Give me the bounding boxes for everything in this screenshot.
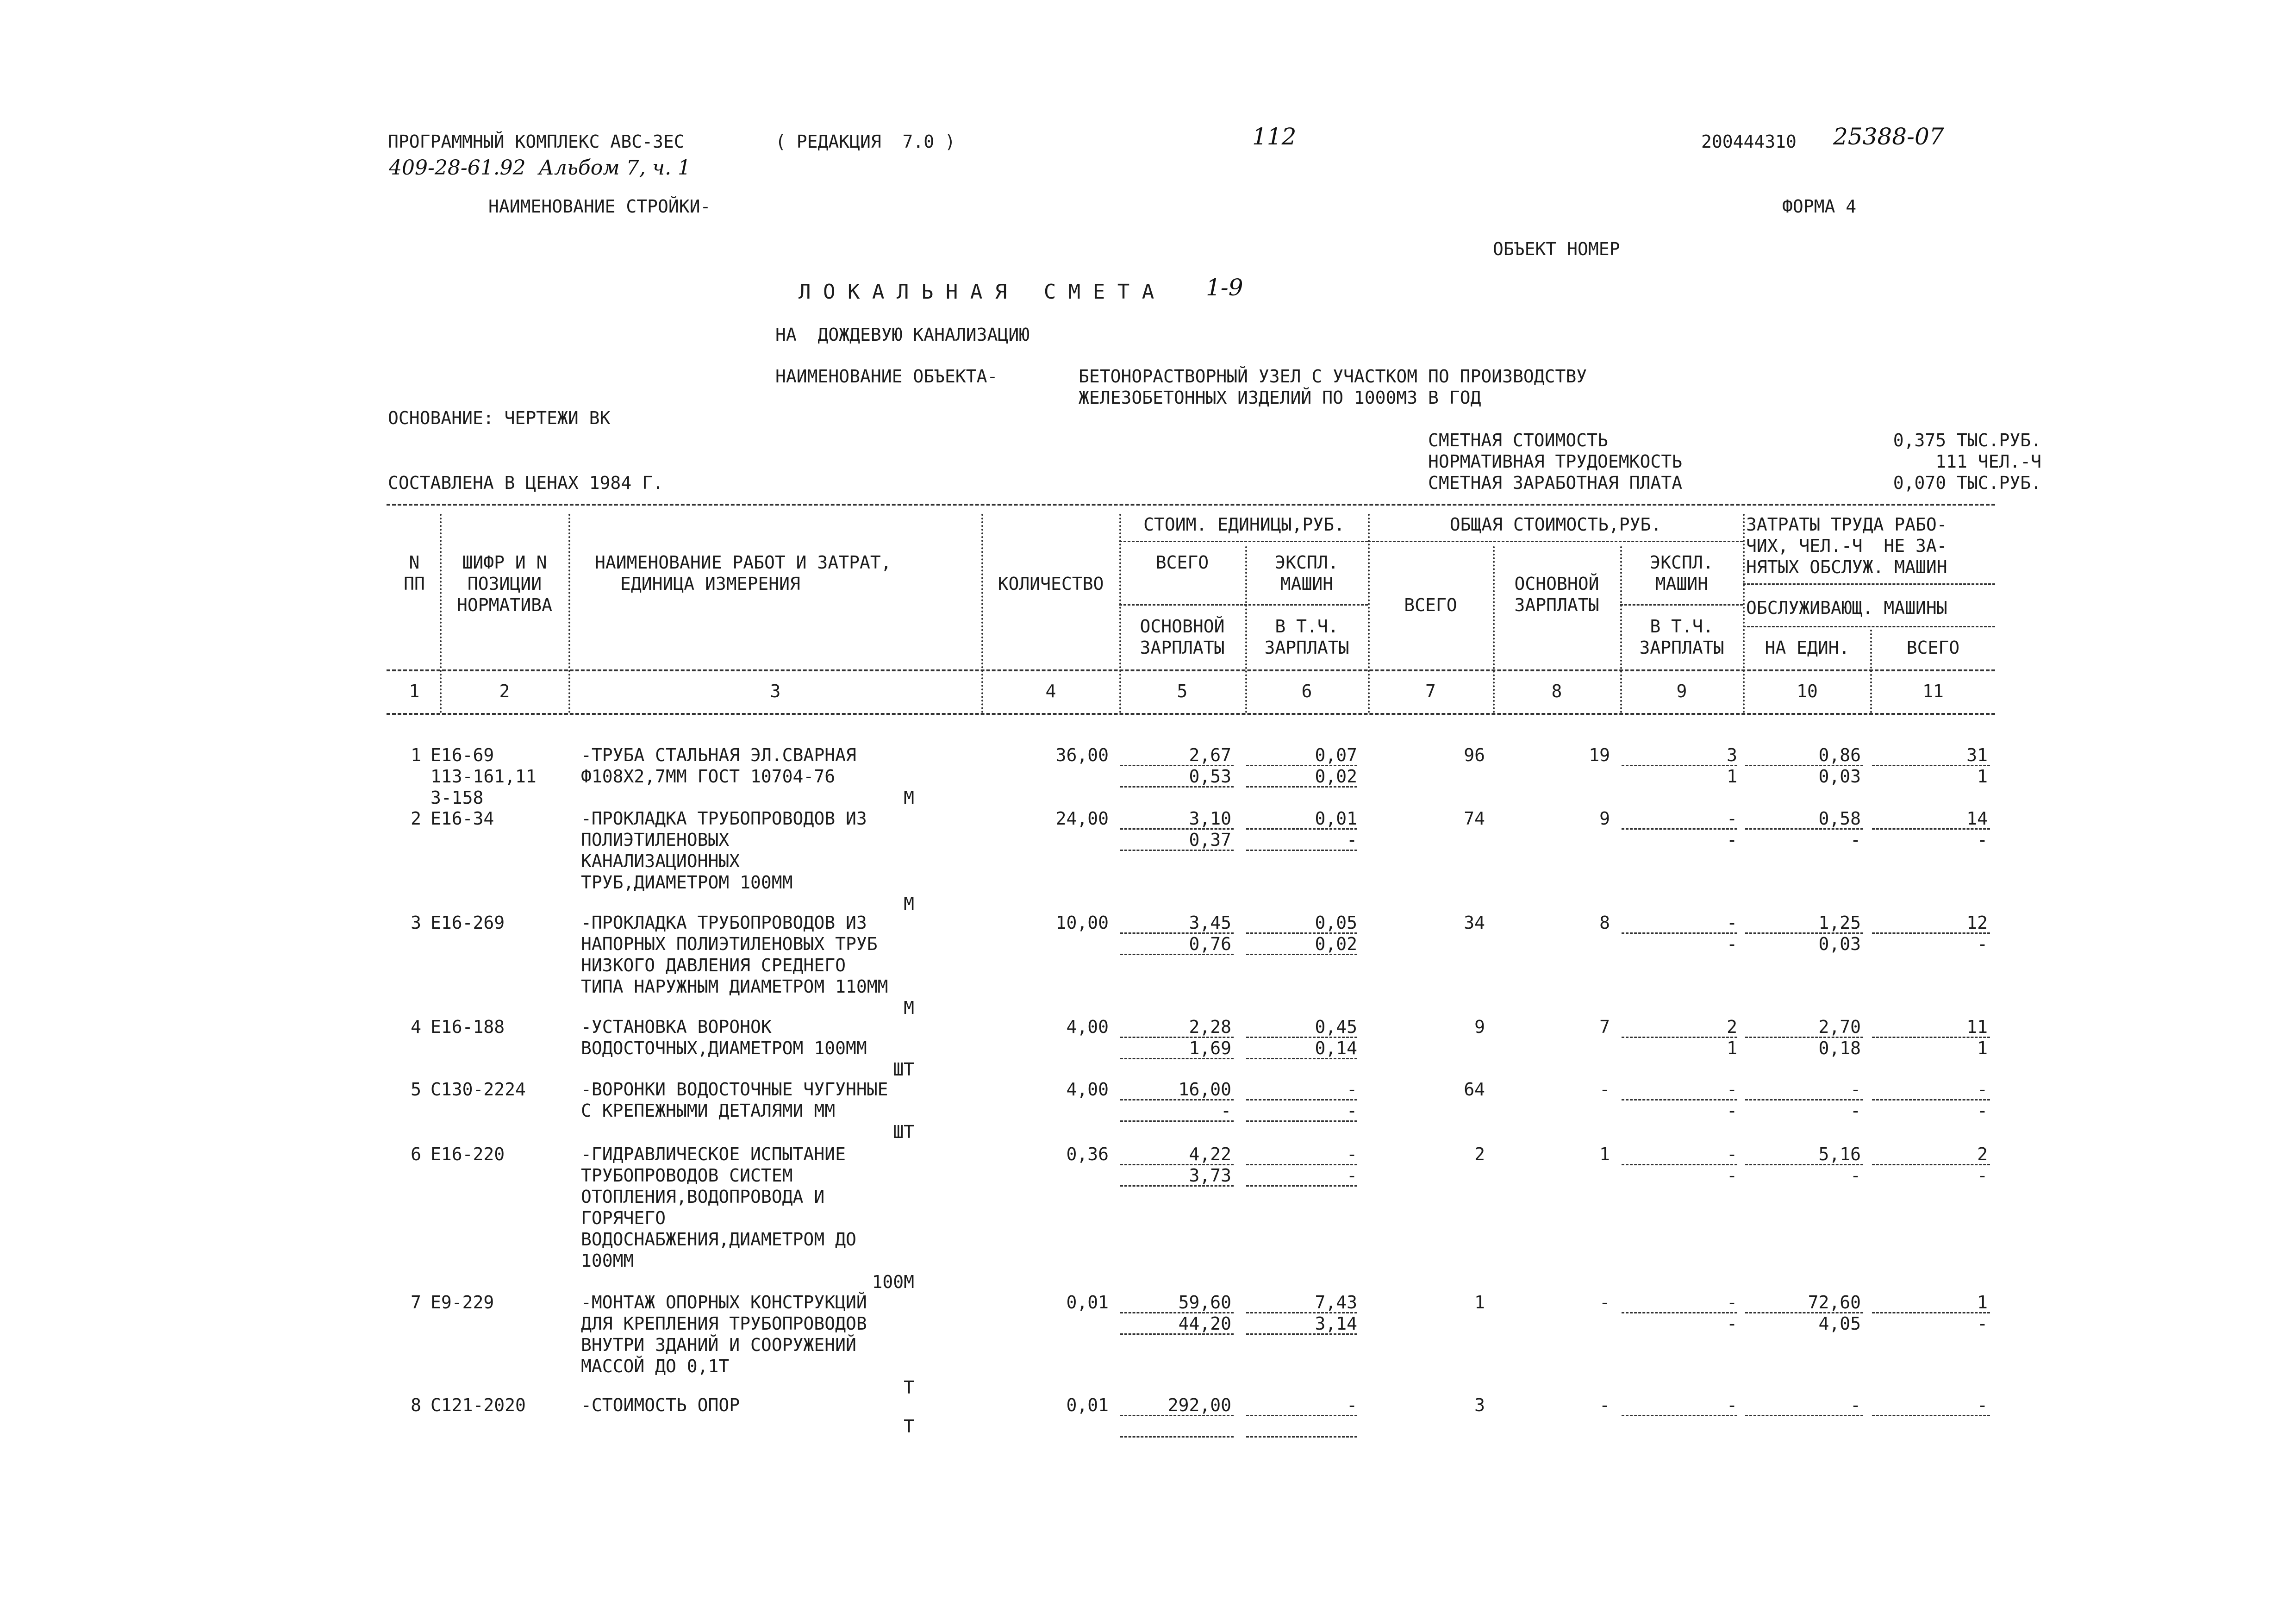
total-machine-wages: 1	[1727, 766, 1737, 787]
unit-cost-machines: 0,01	[1315, 808, 1357, 829]
unit-cost-wages: -	[1221, 1100, 1231, 1121]
cost-label: СМЕТНАЯ СТОИМОСТЬ	[1428, 430, 1608, 450]
col1-header-b: ПП	[404, 574, 425, 594]
total-machine-wages: -	[1727, 1100, 1737, 1121]
col9-header-bot-b: ЗАРПЛАТЫ	[1639, 638, 1724, 658]
subtitle: НА ДОЖДЕВУЮ КАНАЛИЗАЦИЮ	[775, 325, 1030, 345]
col-number: 4	[1045, 681, 1056, 701]
table-top-rule	[387, 504, 1995, 506]
row-code: 3-158	[430, 788, 484, 808]
labor-value: 111 ЧЕЛ.-Ч	[1935, 451, 2041, 472]
row-name: -ТРУБА СТАЛЬНАЯ ЭЛ.СВАРНАЯ	[581, 745, 856, 765]
unit-cost-total: 2,67	[1189, 745, 1231, 765]
row-quantity: 4,00	[1066, 1079, 1109, 1100]
col-sep	[981, 514, 983, 713]
col7-header: ВСЕГО	[1404, 595, 1457, 615]
row-code: 113-161,11	[430, 766, 537, 787]
col9-header-top-a: ЭКСПЛ.	[1650, 552, 1714, 573]
row-name: ГОРЯЧЕГО	[581, 1208, 666, 1228]
labor-total: 14	[1966, 808, 1988, 829]
row-name: 100ММ	[581, 1250, 634, 1271]
unit-cost-total: 3,10	[1189, 808, 1231, 829]
unit-cost-total: 4,22	[1189, 1144, 1231, 1164]
row-name: -ГИДРАВЛИЧЕСКОЕ ИСПЫТАНИЕ	[581, 1144, 846, 1164]
unit-cost-wages: 0,53	[1189, 766, 1231, 787]
col8-header-a: ОСНОВНОЙ	[1514, 574, 1599, 594]
row-name: ТРУБОПРОВОДОВ СИСТЕМ	[581, 1165, 793, 1186]
price-level: СОСТАВЛЕНА В ЦЕНАХ 1984 Г.	[388, 473, 663, 493]
col2-header-c: НОРМАТИВА	[457, 595, 552, 615]
row-number: 1	[411, 745, 421, 765]
row-name: КАНАЛИЗАЦИОННЫХ	[581, 851, 740, 871]
col-sep	[1743, 514, 1745, 713]
labor-mach-header: ОБСЛУЖИВАЮЩ. МАШИНЫ	[1746, 598, 1947, 618]
total-machines: -	[1727, 1079, 1737, 1100]
total-cost: 96	[1464, 745, 1485, 765]
cell-separator	[1246, 1333, 1357, 1335]
cell-separator	[1246, 1058, 1357, 1059]
labor-total: 31	[1966, 745, 1988, 765]
row-name: -ВОРОНКИ ВОДОСТОЧНЫЕ ЧУГУННЫЕ	[581, 1079, 888, 1100]
row-quantity: 4,00	[1066, 1017, 1109, 1037]
cell-separator	[1246, 954, 1357, 955]
unit-cost-wages: 1,69	[1189, 1038, 1231, 1058]
col-number: 5	[1177, 681, 1188, 701]
cell-separator	[1120, 1120, 1234, 1122]
row-number: 7	[411, 1292, 421, 1313]
row-name: ВНУТРИ ЗДАНИЙ И СООРУЖЕНИЙ	[581, 1335, 856, 1355]
labor-machine-per-unit: -	[1850, 1165, 1861, 1186]
total-machine-wages: -	[1727, 830, 1737, 850]
total-cost: 1	[1474, 1292, 1485, 1313]
total-machine-wages: -	[1727, 934, 1737, 954]
total-machines: -	[1727, 808, 1737, 829]
labor-machine-total: -	[1977, 934, 1988, 954]
header-rule	[387, 669, 1995, 671]
unit-cost-machine-wages: 0,02	[1315, 766, 1357, 787]
unit-cost-machine-wages: 0,14	[1315, 1038, 1357, 1058]
unit-cost-total: 3,45	[1189, 913, 1231, 933]
unit-cost-machines: -	[1347, 1144, 1357, 1164]
col1-header-a: N	[409, 552, 420, 573]
row-unit: М	[904, 998, 914, 1018]
cell-separator	[1120, 786, 1234, 788]
labor-machine-per-unit: 4,05	[1818, 1313, 1861, 1334]
cost-value: 0,375 ТЫС.РУБ.	[1893, 430, 2041, 450]
total-cost: 9	[1474, 1017, 1485, 1037]
labor-header-c: НЯТЫХ ОБСЛУЖ. МАШИН	[1746, 557, 1947, 577]
row-quantity: 10,00	[1055, 913, 1109, 933]
total-machine-wages: 1	[1727, 1038, 1737, 1058]
col-number: 10	[1797, 681, 1818, 701]
labor-per-unit: 5,16	[1818, 1144, 1861, 1164]
cell-separator	[1622, 1415, 1737, 1416]
unit-cost-machine-wages: 3,14	[1315, 1313, 1357, 1334]
col5-header-bot-b: ЗАРПЛАТЫ	[1140, 638, 1225, 658]
total-cost-header: ОБЩАЯ СТОИМОСТЬ,РУБ.	[1449, 514, 1662, 535]
row-number: 8	[411, 1395, 421, 1415]
row-unit: Т	[904, 1416, 914, 1437]
row-quantity: 0,01	[1066, 1292, 1109, 1313]
program-name: ПРОГРАММНЫЙ КОМПЛЕКС АВС-ЗЕС	[388, 131, 685, 152]
labor-machine-total: -	[1977, 1100, 1988, 1121]
basis: ОСНОВАНИЕ: ЧЕРТЕЖИ ВК	[388, 408, 611, 428]
col5-header-top: ВСЕГО	[1155, 552, 1209, 573]
sub-rule	[1743, 583, 1995, 585]
row-number: 5	[411, 1079, 421, 1100]
cell-separator	[1246, 786, 1357, 788]
total-wages: 1	[1599, 1144, 1610, 1164]
row-name: -МОНТАЖ ОПОРНЫХ КОНСТРУКЦИЙ	[581, 1292, 867, 1313]
album-handwritten: 409-28-61.92 Альбом 7, ч. 1	[389, 156, 691, 180]
row-name: ПОЛИЭТИЛЕНОВЫХ	[581, 830, 730, 850]
cell-separator	[1246, 1185, 1357, 1187]
row-unit: Т	[904, 1377, 914, 1398]
total-cost: 64	[1464, 1079, 1485, 1100]
total-machine-wages: -	[1727, 1165, 1737, 1186]
row-code: С121-2020	[430, 1395, 526, 1415]
row-name: Ф108Х2,7ММ ГОСТ 10704-76	[581, 766, 836, 787]
unit-cost-total: 59,60	[1178, 1292, 1231, 1313]
col6-header-top-a: ЭКСПЛ.	[1275, 552, 1339, 573]
col-number: 11	[1922, 681, 1944, 701]
object-name-label: НАИМЕНОВАНИЕ ОБЪЕКТА-	[775, 366, 998, 387]
total-cost: 2	[1474, 1144, 1485, 1164]
sub-rule	[1119, 604, 1368, 606]
labor-per-unit: -	[1850, 1395, 1861, 1415]
unit-cost-wages: 0,37	[1189, 830, 1231, 850]
cell-separator	[1120, 1058, 1234, 1059]
unit-cost-machines: 7,43	[1315, 1292, 1357, 1313]
row-number: 4	[411, 1017, 421, 1037]
cell-separator	[1872, 1415, 1990, 1416]
col9-header-top-b: МАШИН	[1655, 574, 1709, 594]
col3-header-b: ЕДИНИЦА ИЗМЕРЕНИЯ	[620, 574, 800, 594]
sub-rule	[1743, 626, 1995, 627]
labor-header-b: ЧИХ, ЧЕЛ.-Ч НЕ ЗА-	[1746, 536, 1947, 556]
total-wages: -	[1599, 1079, 1610, 1100]
total-machines: -	[1727, 1395, 1737, 1415]
labor-per-unit: 0,86	[1818, 745, 1861, 765]
numbers-rule	[387, 713, 1995, 715]
unit-cost-total: 16,00	[1178, 1079, 1231, 1100]
sub-rule	[1620, 604, 1743, 606]
construction-label: НАИМЕНОВАНИЕ СТРОЙКИ-	[488, 196, 711, 217]
row-quantity: 24,00	[1055, 808, 1109, 829]
row-unit: ШТ	[893, 1122, 914, 1142]
object-name-line1: БЕТОНОРАСТВОРНЫЙ УЗЕЛ С УЧАСТКОМ ПО ПРОИЗВОДСТВУ	[1079, 366, 1587, 387]
labor-total: 2	[1977, 1144, 1988, 1164]
object-number-label: ОБЪЕКТ НОМЕР	[1493, 239, 1620, 259]
total-cost: 34	[1464, 913, 1485, 933]
unit-cost-wages: 0,76	[1189, 934, 1231, 954]
row-quantity: 36,00	[1055, 745, 1109, 765]
labor-machine-per-unit: -	[1850, 830, 1861, 850]
row-name: ОТОПЛЕНИЯ,ВОДОПРОВОДА И	[581, 1187, 825, 1207]
row-name: -ПРОКЛАДКА ТРУБОПРОВОДОВ ИЗ	[581, 913, 867, 933]
col4-header: КОЛИЧЕСТВО	[998, 574, 1104, 594]
total-wages: 7	[1599, 1017, 1610, 1037]
cell-separator	[1120, 850, 1234, 851]
row-name: -УСТАНОВКА ВОРОНОК	[581, 1017, 772, 1037]
total-machine-wages: -	[1727, 1313, 1737, 1334]
labor-per-unit: 0,58	[1818, 808, 1861, 829]
row-quantity: 0,36	[1066, 1144, 1109, 1164]
row-name: ТРУБ,ДИАМЕТРОМ 100ММ	[581, 872, 793, 893]
row-name: С КРЕПЕЖНЫМИ ДЕТАЛЯМИ ММ	[581, 1100, 836, 1121]
row-code: Е16-269	[430, 913, 505, 933]
form-label: ФОРМА 4	[1782, 196, 1857, 217]
cell-separator	[1745, 1415, 1863, 1416]
row-name: ВОДОСНАБЖЕНИЯ,ДИАМЕТРОМ ДО	[581, 1229, 856, 1250]
wage-label: СМЕТНАЯ ЗАРАБОТНАЯ ПЛАТА	[1428, 473, 1683, 493]
row-unit: 100М	[872, 1272, 914, 1292]
col10-header: НА ЕДИН.	[1765, 638, 1850, 658]
col-number: 2	[499, 681, 510, 701]
row-unit: М	[904, 788, 914, 808]
labor-per-unit: 72,60	[1808, 1292, 1861, 1313]
labor-per-unit: 1,25	[1818, 913, 1861, 933]
total-cost: 74	[1464, 808, 1485, 829]
labor-total: 12	[1966, 913, 1988, 933]
cell-separator	[1120, 1436, 1234, 1438]
row-name: ДЛЯ КРЕПЛЕНИЯ ТРУБОПРОВОДОВ	[581, 1313, 867, 1334]
total-machines: 3	[1727, 745, 1737, 765]
total-wages: 19	[1589, 745, 1610, 765]
row-name: -ПРОКЛАДКА ТРУБОПРОВОДОВ ИЗ	[581, 808, 867, 829]
row-name: МАССОЙ ДО 0,1Т	[581, 1356, 730, 1376]
object-name-line2: ЖЕЛЕЗОБЕТОННЫХ ИЗДЕЛИЙ ПО 1000М3 В ГОД	[1079, 388, 1481, 408]
unit-cost-total: 292,00	[1167, 1395, 1231, 1415]
unit-cost-machines: 0,07	[1315, 745, 1357, 765]
total-wages: -	[1599, 1395, 1610, 1415]
col8-header-b: ЗАРПЛАТЫ	[1514, 595, 1599, 615]
doc-code-handwritten: 25388-07	[1833, 123, 1944, 150]
row-code: Е16-188	[430, 1017, 505, 1037]
labor-machine-total: -	[1977, 1165, 1988, 1186]
row-quantity: 0,01	[1066, 1395, 1109, 1415]
col-number: 7	[1425, 681, 1436, 701]
col11-header: ВСЕГО	[1906, 638, 1960, 658]
unit-cost-machines: 0,45	[1315, 1017, 1357, 1037]
col6-header-bot-b: ЗАРПЛАТЫ	[1264, 638, 1349, 658]
col5-header-bot-a: ОСНОВНОЙ	[1140, 616, 1225, 637]
labor-label: НОРМАТИВНАЯ ТРУДОЕМКОСТЬ	[1428, 451, 1683, 472]
row-name: ВОДОСТОЧНЫХ,ДИАМЕТРОМ 100ММ	[581, 1038, 867, 1058]
col9-header-bot-a: В Т.Ч.	[1650, 616, 1714, 637]
doc-code: 200444310	[1701, 131, 1797, 152]
unit-cost-machines: -	[1347, 1079, 1357, 1100]
col6-header-top-b: МАШИН	[1280, 574, 1334, 594]
col-number: 9	[1676, 681, 1687, 701]
labor-per-unit: -	[1850, 1079, 1861, 1100]
unit-cost-wages: 3,73	[1189, 1165, 1231, 1186]
cell-separator	[1120, 1415, 1234, 1416]
labor-total: 11	[1966, 1017, 1988, 1037]
col-sep	[440, 514, 442, 713]
labor-machine-per-unit: 0,18	[1818, 1038, 1861, 1058]
col-number: 8	[1551, 681, 1562, 701]
total-machines: -	[1727, 1292, 1737, 1313]
col2-header-b: ПОЗИЦИИ	[467, 574, 542, 594]
unit-cost-header: СТОИМ. ЕДИНИЦЫ,РУБ.	[1143, 514, 1345, 535]
total-wages: 9	[1599, 808, 1610, 829]
total-machines: -	[1727, 1144, 1737, 1164]
col2-header-a: ШИФР И N	[462, 552, 547, 573]
unit-cost-machine-wages: -	[1347, 830, 1357, 850]
document-title-number: 1-9	[1206, 274, 1243, 301]
unit-cost-total: 2,28	[1189, 1017, 1231, 1037]
col-number: 3	[770, 681, 781, 701]
col3-header-a: НАИМЕНОВАНИЕ РАБОТ И ЗАТРАТ,	[595, 552, 892, 573]
labor-machine-per-unit: 0,03	[1818, 766, 1861, 787]
total-cost: 3	[1474, 1395, 1485, 1415]
cell-separator	[1120, 954, 1234, 955]
row-number: 2	[411, 808, 421, 829]
total-machines: 2	[1727, 1017, 1737, 1037]
wage-value: 0,070 ТЫС.РУБ.	[1893, 473, 2041, 493]
unit-cost-machines: 0,05	[1315, 913, 1357, 933]
total-machines: -	[1727, 913, 1737, 933]
document-title: Л О К А Л Ь Н А Я С М Е Т А	[799, 280, 1154, 304]
labor-total: 1	[1977, 1292, 1988, 1313]
row-name: -СТОИМОСТЬ ОПОР	[581, 1395, 740, 1415]
cell-separator	[1246, 850, 1357, 851]
sub-rule	[1368, 541, 1743, 542]
row-number: 6	[411, 1144, 421, 1164]
row-name: ТИПА НАРУЖНЫМ ДИАМЕТРОМ 110ММ	[581, 976, 888, 997]
cell-separator	[1120, 1333, 1234, 1335]
row-code: Е16-220	[430, 1144, 505, 1164]
row-unit: М	[904, 894, 914, 914]
row-code: Е16-69	[430, 745, 494, 765]
cell-separator	[1246, 1415, 1357, 1416]
page-number: 112	[1252, 123, 1297, 150]
row-number: 3	[411, 913, 421, 933]
unit-cost-machine-wages: -	[1347, 1165, 1357, 1186]
labor-machine-total: -	[1977, 830, 1988, 850]
labor-machine-per-unit: 0,03	[1818, 934, 1861, 954]
row-code: Е16-34	[430, 808, 494, 829]
row-name: НИЗКОГО ДАВЛЕНИЯ СРЕДНЕГО	[581, 955, 846, 975]
row-code: Е9-229	[430, 1292, 494, 1313]
row-code: С130-2224	[430, 1079, 526, 1100]
col6-header-bot-a: В Т.Ч.	[1275, 616, 1339, 637]
col-number: 6	[1301, 681, 1312, 701]
labor-per-unit: 2,70	[1818, 1017, 1861, 1037]
unit-cost-wages: 44,20	[1178, 1313, 1231, 1334]
unit-cost-machine-wages: 0,02	[1315, 934, 1357, 954]
labor-total: -	[1977, 1079, 1988, 1100]
cell-separator	[1120, 1185, 1234, 1187]
labor-machine-total: 1	[1977, 766, 1988, 787]
labor-header-a: ЗАТРАТЫ ТРУДА РАБО-	[1746, 514, 1947, 535]
row-name: НАПОРНЫХ ПОЛИЭТИЛЕНОВЫХ ТРУБ	[581, 934, 878, 954]
labor-machine-per-unit: -	[1850, 1100, 1861, 1121]
total-wages: 8	[1599, 913, 1610, 933]
unit-cost-machines: -	[1347, 1395, 1357, 1415]
labor-machine-total: -	[1977, 1313, 1988, 1334]
row-unit: ШТ	[893, 1059, 914, 1080]
col-number: 1	[409, 681, 420, 701]
edition: ( РЕДАКЦИЯ 7.0 )	[775, 131, 955, 152]
labor-total: -	[1977, 1395, 1988, 1415]
sub-rule	[1119, 541, 1368, 542]
cell-separator	[1246, 1120, 1357, 1122]
labor-machine-total: 1	[1977, 1038, 1988, 1058]
unit-cost-machine-wages: -	[1347, 1100, 1357, 1121]
cell-separator	[1246, 1436, 1357, 1438]
total-wages: -	[1599, 1292, 1610, 1313]
